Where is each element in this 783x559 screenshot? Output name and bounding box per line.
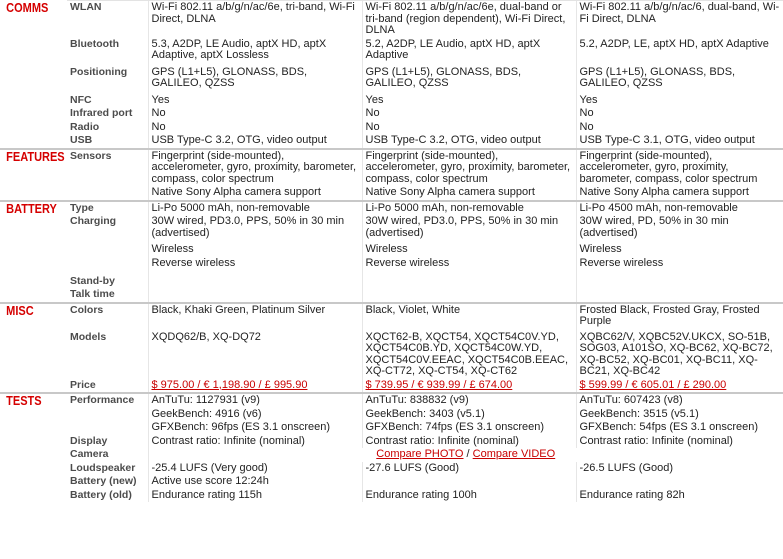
- phone3-infrared: No: [576, 107, 783, 121]
- phone1-type: Li-Po 5000 mAh, non-removable: [148, 201, 362, 216]
- row-camera: [0, 448, 783, 462]
- phone2-talktime: [362, 288, 576, 303]
- phone3-wlan: Wi-Fi 802.11 a/b/g/n/ac/6, dual-band, Wi-Fi Direct, DLNA: [576, 1, 783, 38]
- phone3-standby: [576, 275, 783, 289]
- row-wlan: [0, 1, 783, 38]
- phone1-battery-new: Active use score 12:24h: [148, 475, 362, 489]
- section-misc: MISC: [0, 303, 59, 394]
- phone2-charging-wireless: Wireless: [362, 243, 576, 257]
- label-display: Display: [70, 434, 108, 447]
- phone1-wlan: Wi-Fi 802.11 a/b/g/n/ac/6e, tri-band, Wi-Fi Direct, DLNA: [148, 1, 362, 38]
- phone3-radio: No: [576, 121, 783, 135]
- phone2-radio: No: [362, 121, 576, 135]
- label-infrared: Infrared port: [70, 107, 133, 119]
- phone2-models: XQCT62-B, XQCT54, XQCT54C0V.YD, XQCT54C0B.YD, XQCT54C0W.YD, XQCT54C0V.EEAC, XQCT54C0B.EEAC, XQ-CT72, XQ-CT54, XQ-CT62: [362, 331, 576, 379]
- phone1-antutu: AnTuTu: 1127931 (v9): [148, 393, 362, 408]
- label-colors: Colors: [67, 303, 148, 331]
- phone1-battery-old: Endurance rating 115h: [148, 489, 362, 503]
- phone2-price-link[interactable]: $ 739.95 / € 939.99 / £ 674.00: [365, 378, 513, 391]
- label-performance-gfxbench: [67, 421, 148, 435]
- section-features: FEATURES: [0, 149, 59, 201]
- row-features-extra: [0, 186, 783, 201]
- phone3-talktime: [576, 288, 783, 303]
- phone1-price-link[interactable]: $ 975.00 / € 1,198.90 / £ 995.90: [151, 378, 308, 391]
- phone1-positioning: GPS (L1+L5), GLONASS, BDS, GALILEO, QZSS: [148, 66, 362, 94]
- phone2-battery-new: [362, 475, 576, 489]
- row-infrared: [0, 107, 783, 121]
- phone1-charging-reverse: Reverse wireless: [148, 257, 362, 275]
- label-performance-geekbench: [67, 408, 148, 422]
- row-positioning: [0, 66, 783, 94]
- phone1-price-cell: [148, 379, 362, 394]
- row-bluetooth: [0, 38, 783, 66]
- compare-video-link[interactable]: Compare VIDEO: [472, 448, 556, 460]
- section-tests: TESTS: [0, 393, 59, 502]
- row-models: [0, 331, 783, 379]
- row-nfc: [0, 94, 783, 108]
- label-models: Models: [70, 330, 107, 343]
- label-camera: Camera: [70, 448, 109, 460]
- row-performance-gfxbench: [0, 421, 783, 435]
- row-colors: [0, 303, 783, 331]
- row-charging-reverse: [0, 257, 783, 275]
- phone1-talktime: [148, 288, 362, 303]
- camera-compare-cell: [148, 448, 783, 462]
- label-price: Price: [70, 378, 96, 391]
- label-sensors: Sensors: [67, 149, 148, 187]
- row-charging: [0, 215, 783, 243]
- phone2-colors: Black, Violet, White: [362, 303, 576, 331]
- row-radio: [0, 121, 783, 135]
- phone2-geekbench: GeekBench: 3403 (v5.1): [362, 408, 576, 422]
- row-battery-new: [0, 475, 783, 489]
- phone1-loudspeaker: -25.4 LUFS (Very good): [148, 462, 362, 476]
- phone3-price-cell: [576, 379, 783, 394]
- phone3-loudspeaker: -26.5 LUFS (Good): [576, 462, 783, 476]
- row-standby: [0, 275, 783, 289]
- phone3-charging-reverse: Reverse wireless: [576, 257, 783, 275]
- phone3-battery-old: Endurance rating 82h: [576, 489, 783, 503]
- phone2-infrared: No: [362, 107, 576, 121]
- phone3-type: Li-Po 4500 mAh, non-removable: [576, 201, 783, 216]
- phone3-nfc: Yes: [576, 94, 783, 108]
- phone2-features-extra: Native Sony Alpha camera support: [362, 186, 576, 201]
- phone1-geekbench: GeekBench: 4916 (v6): [148, 408, 362, 422]
- phone2-nfc: Yes: [362, 94, 576, 108]
- phone3-charging: 30W wired, PD, 50% in 30 min (advertised): [576, 215, 783, 243]
- phone1-nfc: Yes: [148, 94, 362, 108]
- phone2-usb: USB Type-C 3.2, OTG, video output: [362, 134, 576, 149]
- phone3-antutu: AnTuTu: 607423 (v8): [576, 393, 783, 408]
- compare-separator: /: [463, 448, 473, 460]
- phone2-price-cell: [362, 379, 576, 394]
- label-usb: USB: [70, 134, 93, 146]
- phone3-features-extra: Native Sony Alpha camera support: [576, 186, 783, 201]
- phone1-models: XQDQ62/B, XQ-DQ72: [148, 331, 362, 379]
- phone2-battery-old: Endurance rating 100h: [362, 489, 576, 503]
- phone2-display: Contrast ratio: Infinite (nominal): [362, 435, 576, 449]
- phone3-display: Contrast ratio: Infinite (nominal): [576, 435, 783, 449]
- label-battery-old: Battery (old): [70, 488, 132, 501]
- phone1-usb: USB Type-C 3.2, OTG, video output: [148, 134, 362, 149]
- row-type: [0, 201, 783, 216]
- label-talktime: Talk time: [70, 288, 115, 300]
- phone1-radio: No: [148, 121, 362, 135]
- phone3-gfxbench: GFXBench: 54fps (ES 3.1 onscreen): [576, 421, 783, 435]
- phone2-type: Li-Po 5000 mAh, non-removable: [362, 201, 576, 216]
- phone1-gfxbench: GFXBench: 96fps (ES 3.1 onscreen): [148, 421, 362, 435]
- row-performance-geekbench: [0, 408, 783, 422]
- phone3-battery-new: [576, 475, 783, 489]
- phone1-colors: Black, Khaki Green, Platinum Silver: [148, 303, 362, 331]
- phone3-geekbench: GeekBench: 3515 (v5.1): [576, 408, 783, 422]
- phone2-bluetooth: 5.2, A2DP, LE Audio, aptX HD, aptX Adaptive: [362, 38, 576, 66]
- phone1-sensors: Fingerprint (side-mounted), accelerometer, gyro, proximity, barometer, compass, color spectrum: [148, 149, 362, 187]
- phone2-charging-reverse: Reverse wireless: [362, 257, 576, 275]
- row-sensors: [0, 149, 783, 187]
- row-price: [0, 379, 783, 394]
- row-battery-old: [0, 489, 783, 503]
- row-display: [0, 435, 783, 449]
- phone3-charging-wireless: Wireless: [576, 243, 783, 257]
- phone1-infrared: No: [148, 107, 362, 121]
- phone2-gfxbench: GFXBench: 74fps (ES 3.1 onscreen): [362, 421, 576, 435]
- phone2-positioning: GPS (L1+L5), GLONASS, BDS, GALILEO, QZSS: [362, 66, 576, 94]
- phone2-sensors: Fingerprint (side-mounted), accelerometer, gyro, proximity, barometer, compass, color spectrum: [362, 149, 576, 187]
- phone3-price-link[interactable]: $ 599.99 / € 605.01 / £ 290.00: [579, 378, 727, 391]
- label-performance: Performance: [67, 393, 148, 408]
- row-usb: [0, 134, 783, 149]
- phone2-standby: [362, 275, 576, 289]
- phone1-charging-wireless: Wireless: [148, 243, 362, 257]
- compare-photo-link[interactable]: Compare PHOTO: [376, 448, 464, 460]
- row-loudspeaker: [0, 462, 783, 476]
- label-charging: Charging: [70, 215, 117, 227]
- phone3-usb: USB Type-C 3.1, OTG, video output: [576, 134, 783, 149]
- phone3-models: XQBC62/V, XQBC52V.UKCX, SO-51B, SOG03, A101SO, XQ-BC62, XQ-BC72, XQ-BC52, XQ-BC01, XQ-BC11, XQ-BC21, XQ-BC42: [576, 331, 783, 379]
- row-talktime: [0, 288, 783, 303]
- phone2-antutu: AnTuTu: 838832 (v9): [362, 393, 576, 408]
- row-charging-wireless: [0, 243, 783, 257]
- label-features-extra: [67, 186, 148, 201]
- section-comms: COMMS: [6, 0, 49, 15]
- phone3-positioning: GPS (L1+L5), GLONASS, BDS, GALILEO, QZSS: [576, 66, 783, 94]
- label-radio: Radio: [70, 120, 100, 133]
- section-battery: BATTERY: [0, 201, 59, 303]
- label-type: Type: [67, 201, 148, 216]
- phone3-colors: Frosted Black, Frosted Gray, Frosted Purple: [576, 303, 783, 331]
- label-loudspeaker: Loudspeaker: [70, 461, 136, 474]
- label-positioning: Positioning: [70, 65, 128, 78]
- label-battery-new: Battery (new): [70, 475, 137, 487]
- phone3-bluetooth: 5.2, A2DP, LE, aptX HD, aptX Adaptive: [576, 38, 783, 66]
- phone2-charging: 30W wired, PD3.0, PPS, 50% in 30 min (advertised): [362, 215, 576, 243]
- phone2-loudspeaker: -27.6 LUFS (Good): [362, 462, 576, 476]
- phone1-bluetooth: 5.3, A2DP, LE Audio, aptX HD, aptX Adaptive, aptX Lossless: [148, 38, 362, 66]
- phone1-charging: 30W wired, PD3.0, PPS, 50% in 30 min (advertised): [148, 215, 362, 243]
- label-charging-reverse: [67, 257, 148, 275]
- label-charging-wireless: [67, 243, 148, 257]
- row-performance-antutu: [0, 393, 783, 408]
- label-nfc: NFC: [70, 93, 92, 106]
- phone3-sensors: Fingerprint (side-mounted), accelerometer, gyro, proximity, barometer, compass, color spectrum: [576, 149, 783, 187]
- phone1-standby: [148, 275, 362, 289]
- label-standby: Stand-by: [70, 274, 115, 287]
- phone2-wlan: Wi-Fi 802.11 a/b/g/n/ac/6e, dual-band or tri-band (region dependent), Wi-Fi Direct, DLNA: [362, 1, 576, 38]
- phone1-features-extra: Native Sony Alpha camera support: [148, 186, 362, 201]
- label-wlan: WLAN: [67, 1, 148, 38]
- label-bluetooth: Bluetooth: [70, 37, 119, 50]
- phone1-display: Contrast ratio: Infinite (nominal): [148, 435, 362, 449]
